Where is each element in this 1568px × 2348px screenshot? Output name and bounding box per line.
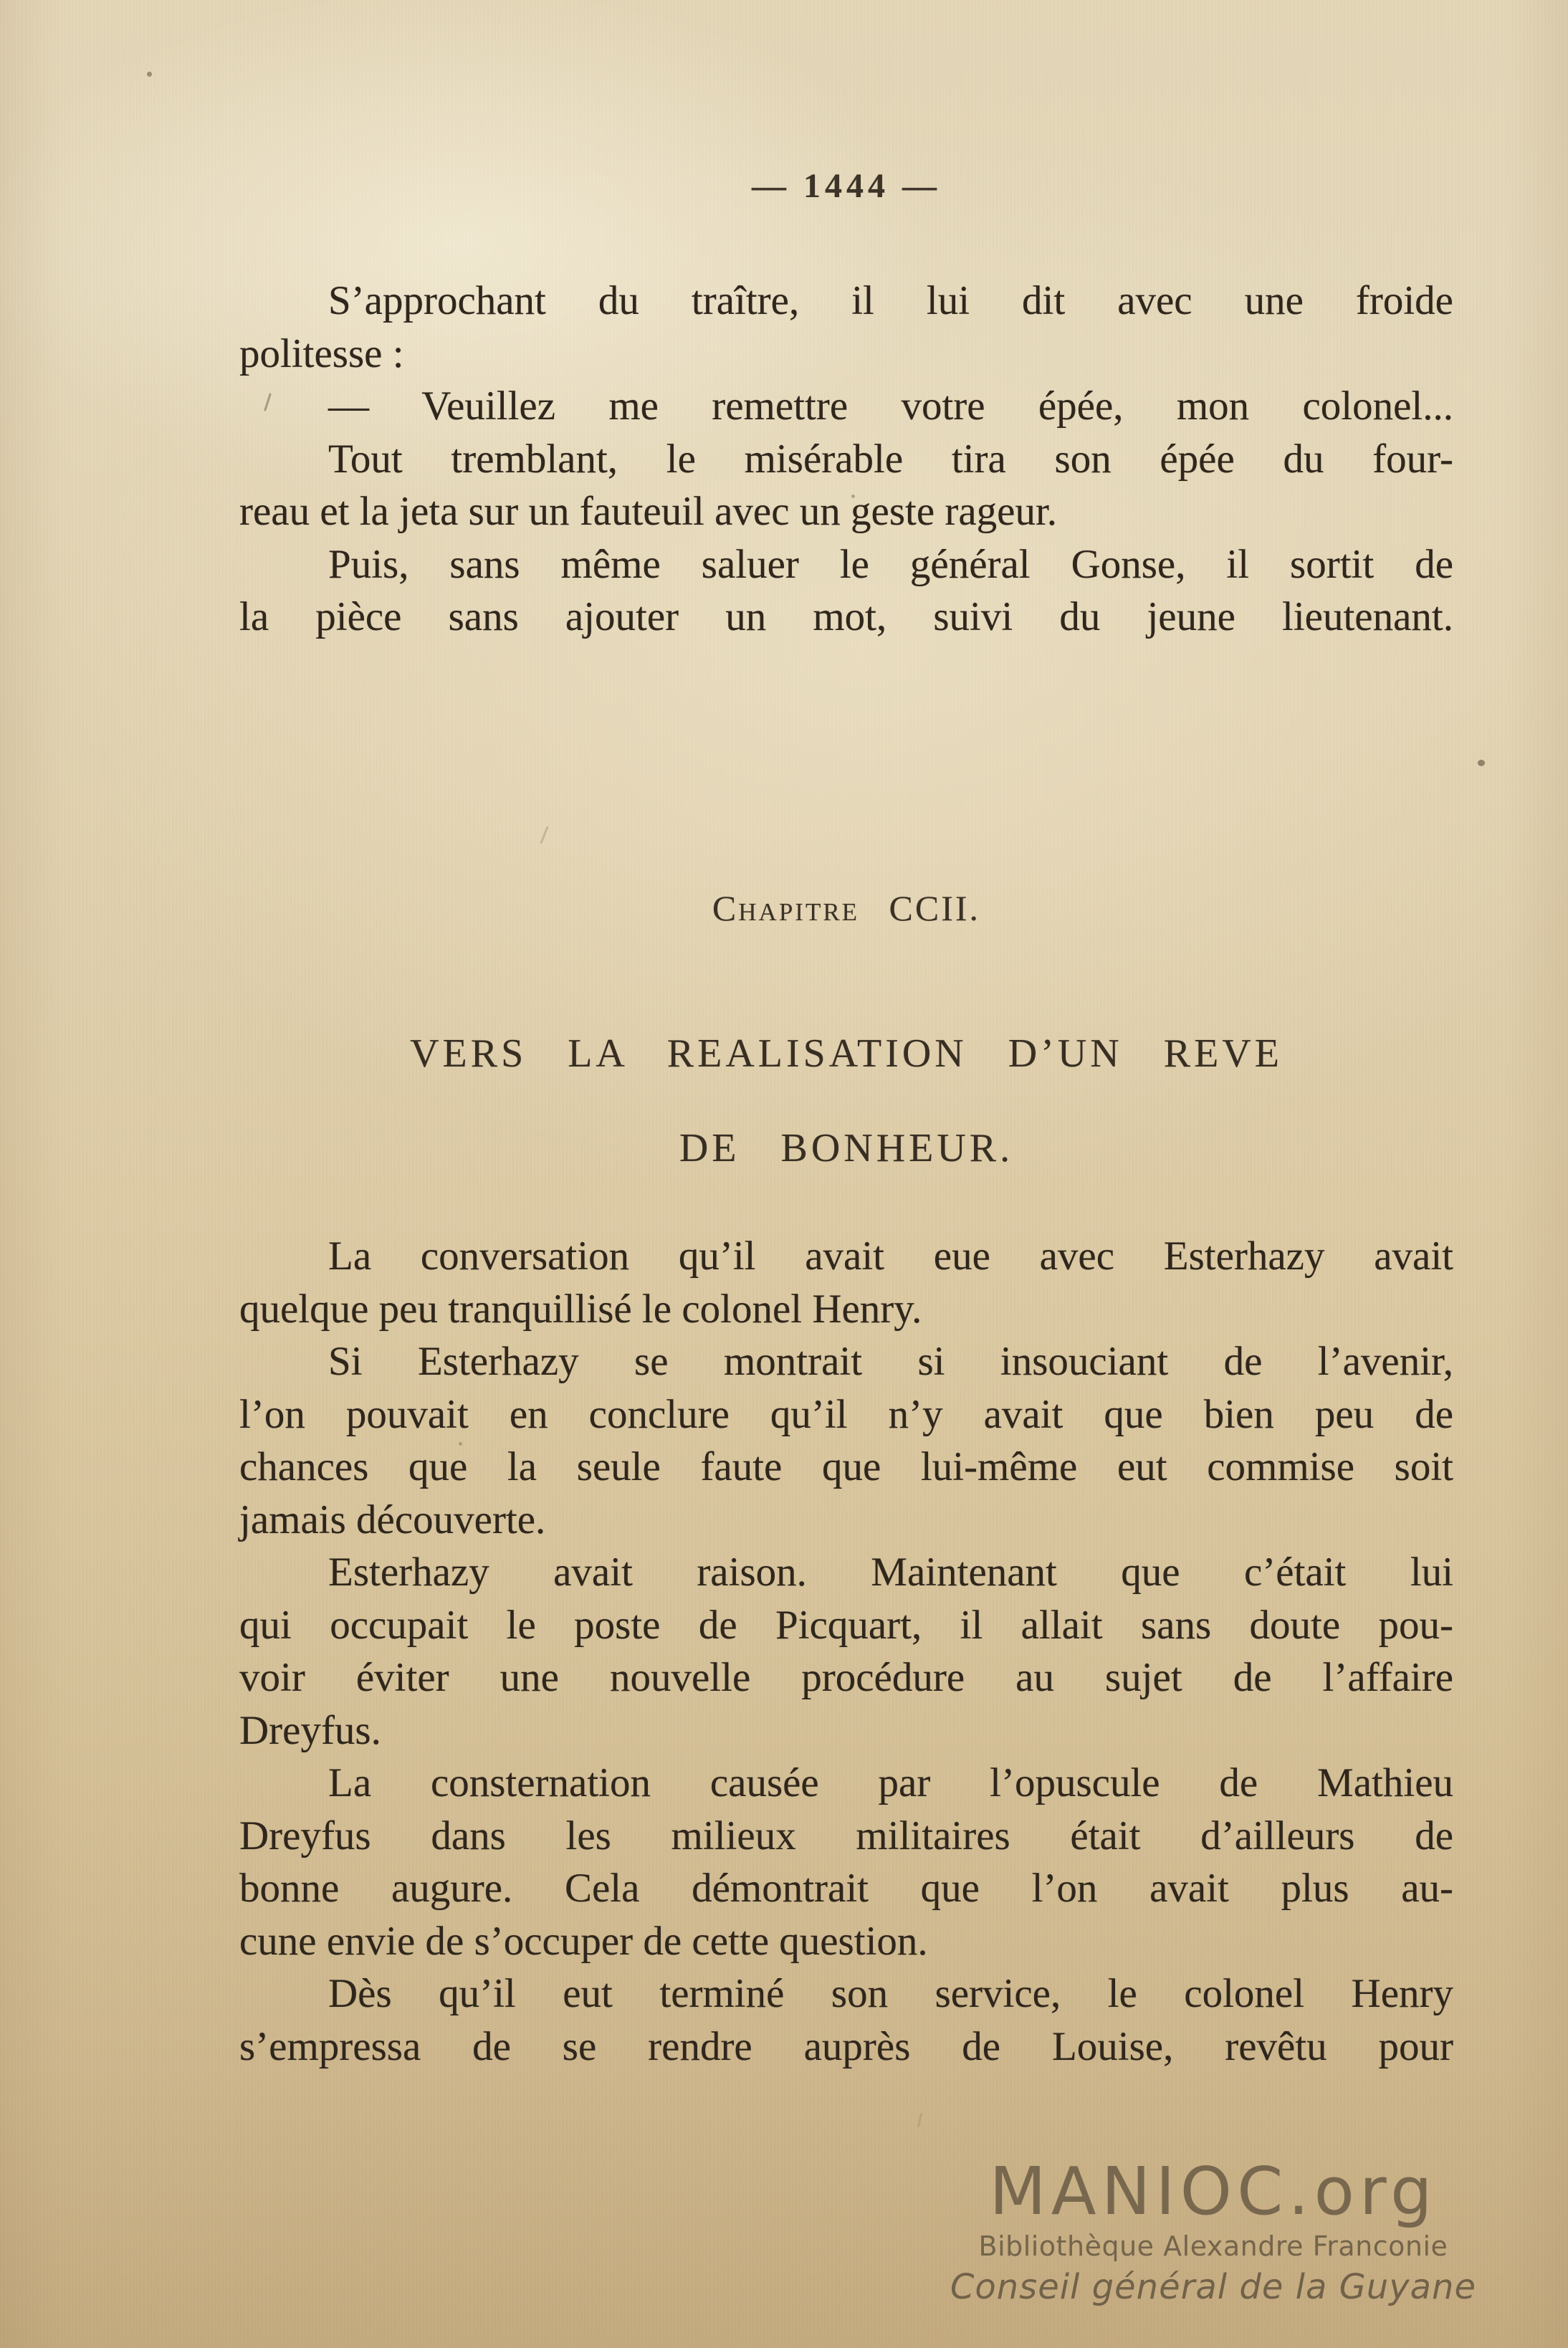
text-line: l’on pouvait en conclure qu’il n’y avait que bien peu de	[239, 1391, 1453, 1437]
text-line: La consternation causée par l’opuscule de Mathieu	[328, 1760, 1453, 1805]
chapter-title-line1: VERS LA REALISATION D’UN REVE	[410, 1031, 1283, 1076]
manioc-watermark	[950, 2153, 1476, 2309]
text-line: reau et la jeta sur un fauteuil avec un geste rageur.	[239, 489, 1058, 534]
text-line: politesse :	[239, 330, 404, 376]
text-line: voir éviter une nouvelle procédure au sujet de l’affaire	[239, 1655, 1453, 1700]
main-paragraphs	[239, 1230, 1453, 2073]
text-line: cune envie de s’occuper de cette question.	[239, 1918, 928, 1964]
chapter-heading: Chapitre CCII.	[712, 888, 981, 928]
text-line: La conversation qu’il avait eue avec Esterhazy avait	[328, 1233, 1453, 1279]
scan-mark	[917, 2113, 922, 2127]
scan-speck	[1478, 760, 1485, 766]
text-line: Dès qu’il eut terminé son service, le colonel Henry	[328, 1971, 1453, 2016]
text-line: Si Esterhazy se montrait si insouciant de l’avenir,	[328, 1339, 1453, 1384]
page-number: — 1444 —	[752, 167, 941, 205]
scan-speck	[147, 72, 152, 77]
watermark-library-line: Bibliothèque Alexandre Franconie	[978, 2230, 1448, 2262]
scan-speck	[459, 1442, 462, 1446]
scan-speck	[851, 495, 855, 498]
top-paragraphs	[239, 275, 1453, 644]
text-line: Esterhazy avait raison. Maintenant que c’était lui	[328, 1550, 1453, 1595]
text-line: Puis, sans même saluer le général Gonse, il sortit de	[328, 541, 1453, 587]
watermark-council-line: Conseil général de la Guyane	[950, 2267, 1476, 2307]
chapter-title-line2: DE BONHEUR.	[679, 1126, 1014, 1170]
manioc-logo: MANIOC.org	[989, 2153, 1438, 2230]
text-line: Dreyfus.	[239, 1707, 381, 1753]
text-line: S’approchant du traître, il lui dit avec une froide	[328, 278, 1453, 323]
text-line: jamais découverte.	[239, 1497, 546, 1542]
text-line: bonne augure. Cela démontrait que l’on avait plus au-	[239, 1866, 1453, 1911]
text-line: la pièce sans ajouter un mot, suivi du jeune lieutenant.	[239, 594, 1453, 639]
text-line: — Veuillez me remettre votre épée, mon colonel...	[328, 383, 1453, 429]
text-line: Dreyfus dans les milieux militaires était d’ailleurs de	[239, 1813, 1453, 1858]
scan-mark	[540, 826, 549, 844]
text-line: chances que la seule faute que lui-même eut commise soit	[239, 1444, 1453, 1489]
chapter-title	[239, 1006, 1453, 1196]
text-line: Tout tremblant, le misérable tira son épée du four-	[328, 436, 1453, 482]
text-line: s’empressa de se rendre auprès de Louise, revêtu pour	[239, 2023, 1453, 2069]
text-line: quelque peu tranquillisé le colonel Henry.	[239, 1286, 922, 1332]
text-line: qui occupait le poste de Picquart, il allait sans doute pou-	[239, 1602, 1453, 1648]
